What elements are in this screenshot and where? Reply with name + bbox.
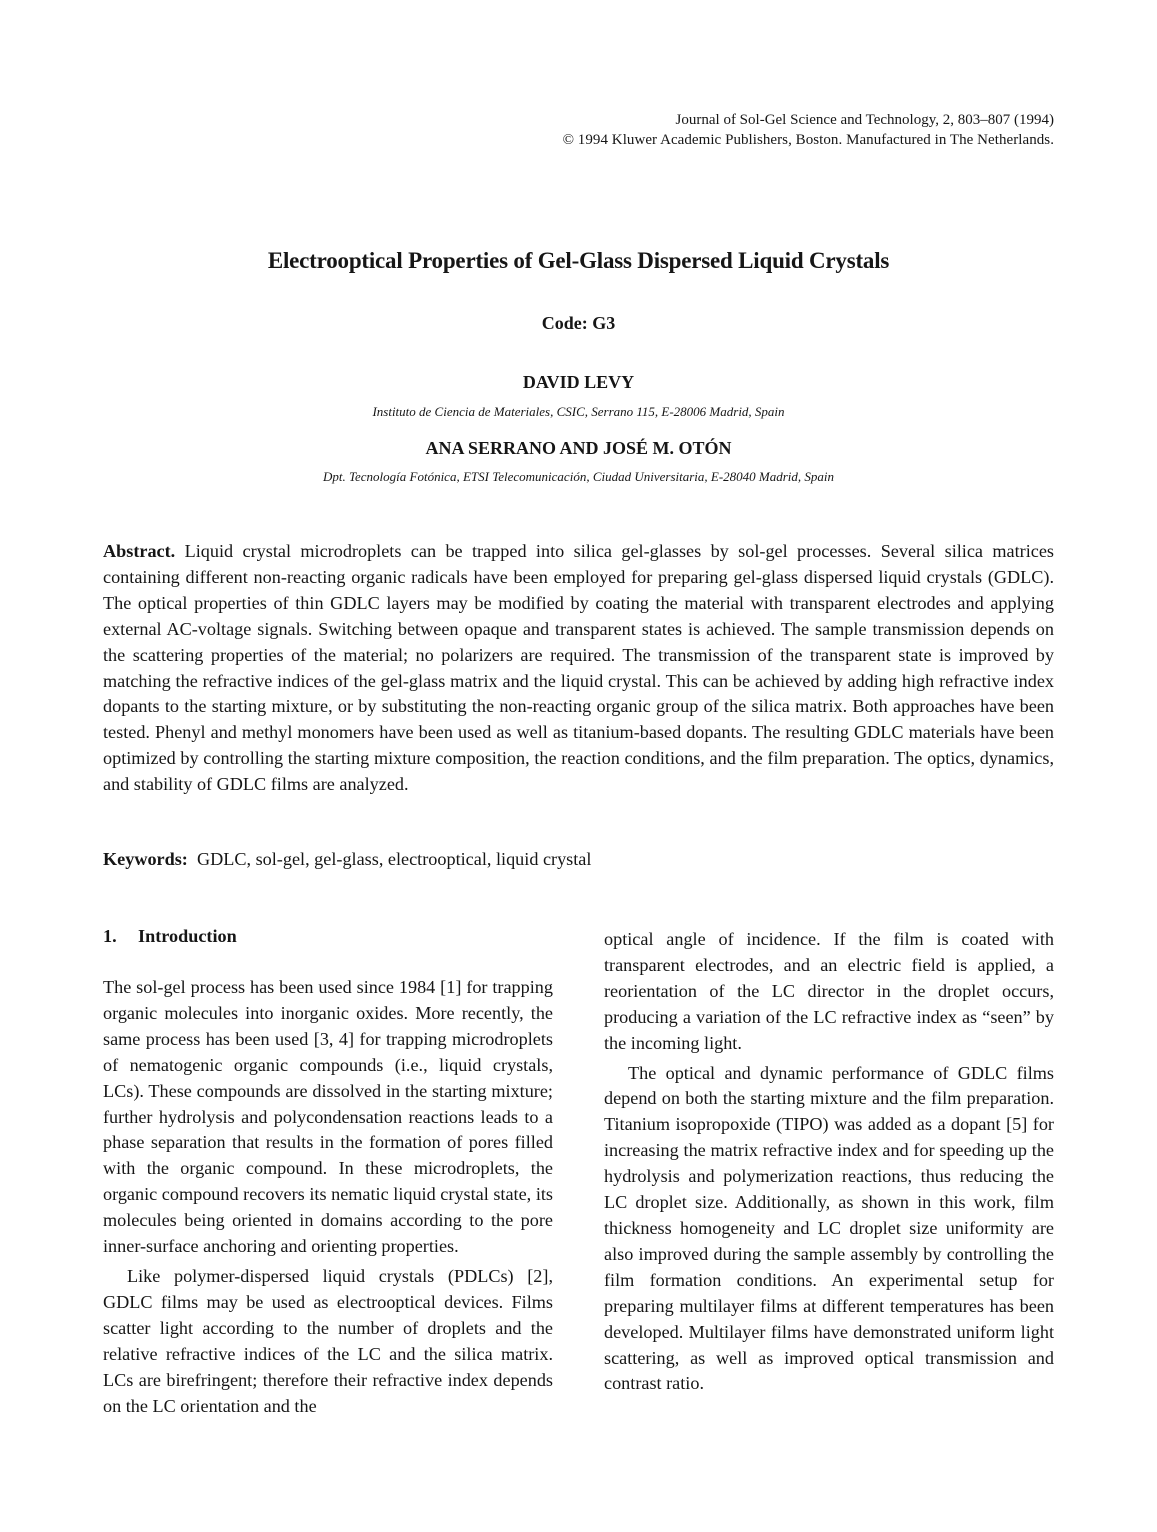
paragraph: The optical and dynamic performance of GDLC films depend on both the starting mixture and the film preparation. Titanium isopropoxide (TIPO) was added as a dopant [5] for increasing the matrix refractive index and for speeding up the hydrolysis and polymerization reactions, thus reducing the LC droplet size. Additionally, as shown in this work, film thickness homogeneity and LC droplet size uniformity are also improved during the sample assembly by controlling the film formation conditions. An experimental setup for preparing multilayer films at different temperatures has been developed. Multilayer films have demonstrated uniform light scattering, as well as improved optical transmission and contrast ratio. (604, 1062, 1054, 1394)
paragraph: optical angle of incidence. If the film is coated with transparent electrodes, and an electric field is applied, a reorientation of the LC director in the droplet occurs, producing a variation of the LC refractive index as “seen” by the incoming light. (604, 929, 1054, 1053)
section-title: Introduction (138, 926, 237, 946)
journal-citation: Journal of Sol-Gel Science and Technology, 2, 803–807 (1994) (675, 112, 1054, 128)
paper-title: Electrooptical Properties of Gel-Glass Dispersed Liquid Crystals (267, 248, 890, 273)
right-column (604, 927, 1054, 1397)
author-2-name: ANA SERRANO AND JOSÉ M. OTÓN (425, 438, 732, 458)
keywords (103, 847, 1054, 872)
abstract-text: Liquid crystal microdroplets can be trapped into silica gel-glasses by sol-gel processes. Several silica matrices containing different non-reacting organic radicals have been employed for preparing gel-glass dispersed liquid crystals (GDLC). The optical properties of thin GDLC layers may be modified by coating the material with transparent electrodes and applying external AC-voltage signals. Switching between opaque and transparent states is achieved. The sample transmission depends on the scattering properties of the material; no polarizers are required. The transmission of the transparent state is improved by matching the refractive indices of the gel-glass matrix and the liquid crystal. This can be achieved by adding high refractive index dopants to the starting mixture, or by substituting the non-reacting organic group of the silica matrix. Both approaches have been tested. Phenyl and methyl monomers have been used as well as titanium-based dopants. The resulting GDLC materials have been optimized by controlling the starting mixture composition, the reaction conditions, and the film preparation. The optics, dynamics, and stability of GDLC films are analyzed. (103, 541, 1055, 795)
keywords-text: GDLC, sol-gel, gel-glass, electrooptical, liquid crystal (196, 849, 592, 869)
left-column (103, 923, 553, 1419)
section-heading (103, 923, 553, 949)
paragraph: The sol-gel process has been used since 1984 [1] for trapping organic molecules into inorganic oxides. More recently, the same process has been used [3, 4] for trapping microdroplets of nematogenic organic compounds (i.e., liquid crystals, LCs). These compounds are dissolved in the starting mixture; further hydrolysis and polycondensation reactions leads to a phase separation that results in the formation of pores filled with the organic compound. In these microdroplets, the organic compound recovers its nematic liquid crystal state, its molecules being oriented in domains according to the pore inner-surface anchoring and orienting properties. (103, 977, 553, 1257)
paper-code: Code: G3 (541, 313, 616, 333)
author-1-name: DAVID LEVY (522, 372, 635, 392)
abstract (103, 539, 1054, 798)
journal-copyright: © 1994 Kluwer Academic Publishers, Boston. Manufactured in The Netherlands. (562, 132, 1054, 148)
abstract-label: Abstract. (103, 541, 176, 561)
author-2-affiliation: Dpt. Tecnología Fotónica, ETSI Telecomunicación, Ciudad Universitaria, E-28040 Madrid, Spain (322, 469, 835, 484)
paragraph: Like polymer-dispersed liquid crystals (PDLCs) [2], GDLC films may be used as electrooptical devices. Films scatter light according to the number of droplets and the relative refractive indices of the LC and the silica matrix. LCs are birefringent; therefore their refractive index depends on the LC orientation and the (103, 1265, 553, 1416)
journal-header (563, 110, 1054, 150)
author-1-affiliation: Instituto de Ciencia de Materiales, CSIC, Serrano 115, E-28006 Madrid, Spain (372, 404, 785, 419)
keywords-label: Keywords: (103, 849, 188, 869)
section-number: 1. (103, 926, 117, 946)
